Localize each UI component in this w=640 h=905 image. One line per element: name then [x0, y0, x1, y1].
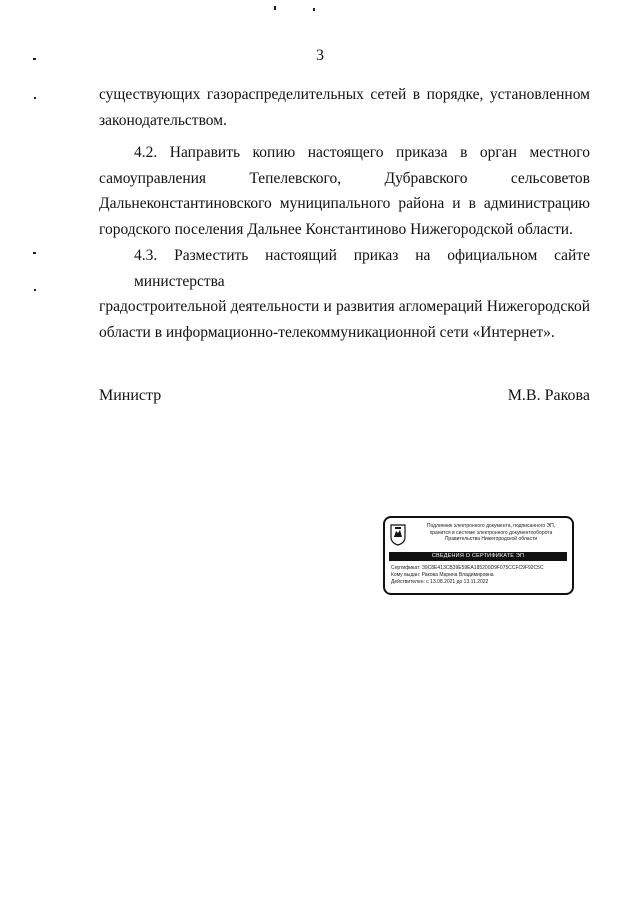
coat-of-arms-icon [390, 524, 406, 546]
stamp-title-bar: СВЕДЕНИЯ О СЕРТИФИКАТЕ ЭП [389, 552, 567, 561]
stamp-header-line: хранится в системе электронного документооборота [429, 529, 553, 536]
issued-to-label: Кому выдан: [391, 572, 421, 578]
paragraph-continuation [99, 82, 590, 133]
certificate-label: Сертификат: [391, 565, 421, 571]
text-line: области в информационно-телекоммуникационной сети «Интернет». [99, 323, 555, 341]
text-line: городского поселения Дальнее Константиново Нижегородской области. [99, 220, 573, 238]
paragraph-4-3 [99, 243, 590, 345]
signer-name: М.В. Ракова [507, 387, 590, 404]
scan-mark [33, 252, 36, 254]
stamp-header-line: Подлинник электронного документа, подписанного ЭП, [426, 523, 556, 529]
signature-block [99, 387, 590, 405]
scan-mark [34, 97, 36, 99]
stamp-header-line: Правительства Нижегородской области [444, 536, 538, 542]
stamp-details [391, 565, 569, 586]
scan-mark [274, 6, 276, 10]
validity-row [391, 579, 569, 586]
text-line: самоуправления Тепелевского, Дубравского сельсоветов [99, 169, 590, 187]
scan-mark [34, 289, 36, 291]
signer-position: Министр [99, 387, 162, 404]
electronic-signature-stamp [383, 516, 574, 595]
page-number: 3 [316, 47, 324, 64]
scan-mark [33, 58, 36, 60]
validity-label: Действителен: [391, 579, 425, 585]
text-line: Дальнеконстантиновского муниципального района и в администрацию [99, 195, 590, 212]
certificate-value: 39C8E413CB39E59EA185200D9F075CCFC9F92C5C [422, 565, 544, 571]
issued-to-value: Ракова Марина Владимировна [421, 572, 494, 578]
text-line: градостроительной деятельности и развития агломераций Нижегородской [99, 298, 590, 315]
certificate-row [391, 565, 569, 572]
text-line: законодательством. [99, 111, 227, 129]
text-line: 4.3. Разместить настоящий приказ на официальном сайте министерства [134, 247, 590, 290]
paragraph-4-2 [99, 140, 590, 242]
stamp-header [411, 523, 571, 543]
text-line: существующих газораспределительных сетей в порядке, установленном [99, 86, 590, 103]
scan-mark [313, 8, 315, 11]
text-line: 4.2. Направить копию настоящего приказа в орган местного [134, 144, 590, 161]
validity-value: с 13.08.2021 до 13.11.2022 [426, 579, 489, 585]
issued-to-row [391, 572, 569, 579]
